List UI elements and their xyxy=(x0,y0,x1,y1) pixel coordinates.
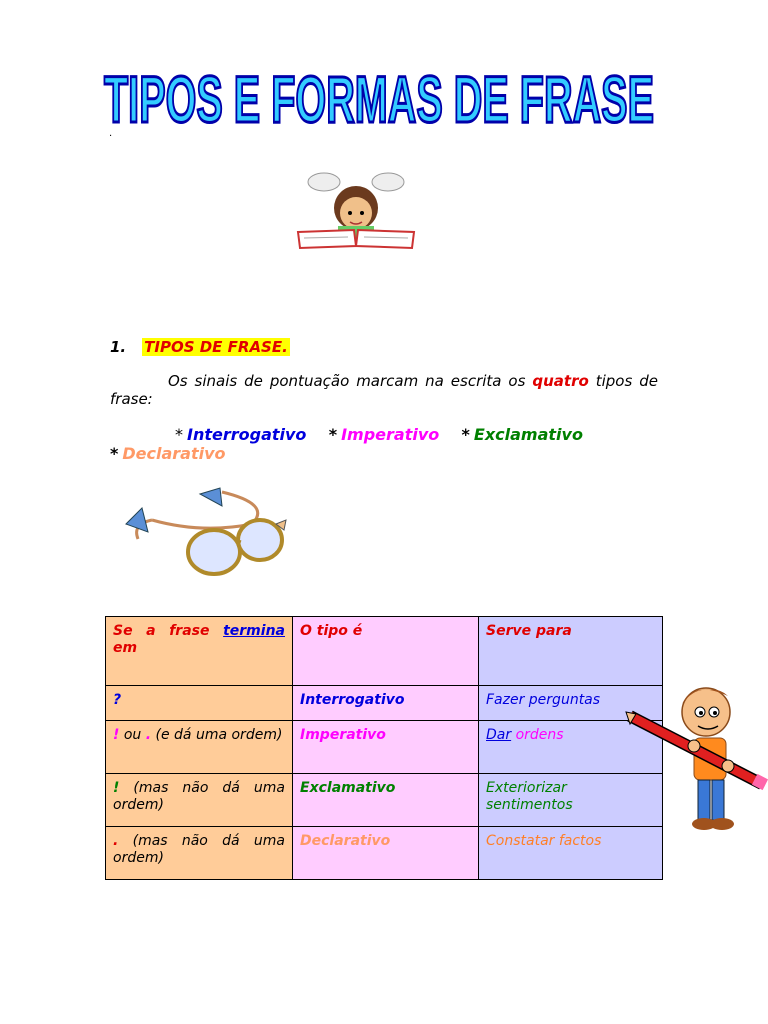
types-line-1 xyxy=(175,425,583,444)
table-row xyxy=(106,827,663,880)
symbol-question: ? xyxy=(113,692,122,708)
header-ending xyxy=(106,617,293,686)
ending-note: (mas não dá uma ordem) xyxy=(113,780,285,813)
page-title: TIPOS E FORMAS DE FRASE xyxy=(104,62,654,136)
header-ending-c: em xyxy=(113,640,138,656)
header-ending-b: termina xyxy=(223,623,285,639)
symbol-exclamation: ! xyxy=(113,727,120,743)
cell-type: Imperativo xyxy=(293,721,479,774)
type-exclamativo: Exclamativo xyxy=(473,425,583,444)
section-number: 1. xyxy=(110,338,127,356)
para-after: tipos de frase: xyxy=(110,372,658,408)
table-row xyxy=(106,774,663,827)
cell-purpose: Exteriorizar sentimentos xyxy=(479,774,663,827)
purpose-object: ordens xyxy=(511,727,564,743)
title-wordart xyxy=(96,52,662,144)
table-row xyxy=(106,721,663,774)
header-type: O tipo é xyxy=(293,617,479,686)
symbol-period: . xyxy=(145,727,152,743)
star-2: * xyxy=(328,425,338,444)
para-emph: quatro xyxy=(532,372,589,390)
cell-ending xyxy=(106,721,293,774)
boy-with-pencil-icon xyxy=(624,682,768,842)
cell-type: Interrogativo xyxy=(293,686,479,721)
girl-reading-icon xyxy=(294,168,418,252)
table-row xyxy=(106,686,663,721)
types-line-2 xyxy=(110,444,226,463)
sentence-types-table xyxy=(105,616,663,880)
ending-note: (mas não dá uma ordem) xyxy=(113,833,285,866)
cell-ending xyxy=(106,827,293,880)
cell-purpose: Fazer perguntas xyxy=(479,686,663,721)
intro-paragraph xyxy=(110,372,658,408)
symbol-exclamation: ! xyxy=(113,780,120,796)
cell-type: Declarativo xyxy=(293,827,479,880)
ending-note: (e dá uma ordem) xyxy=(151,727,283,743)
section-label: TIPOS DE FRASE. xyxy=(144,338,288,356)
type-declarativo: Declarativo xyxy=(122,444,226,463)
star-1: * xyxy=(175,425,183,444)
star-4: * xyxy=(110,444,119,463)
type-interrogativo: Interrogativo xyxy=(187,425,307,444)
stray-dot: . xyxy=(109,128,113,139)
header-ending-a: Se a frase xyxy=(113,623,224,639)
type-imperativo: Imperativo xyxy=(341,425,440,444)
section-heading xyxy=(110,338,290,356)
table-header-row xyxy=(106,617,663,686)
symbol-period: . xyxy=(113,833,119,849)
star-3: * xyxy=(461,425,470,444)
cell-ending xyxy=(106,774,293,827)
glasses-icon xyxy=(122,484,292,584)
title-svg xyxy=(96,52,662,144)
purpose-verb: Dar xyxy=(486,727,512,743)
cell-ending xyxy=(106,686,293,721)
header-purpose: Serve para xyxy=(479,617,663,686)
cell-purpose: Constatar factos xyxy=(479,827,663,880)
cell-type: Exclamativo xyxy=(293,774,479,827)
text-ou: ou xyxy=(119,727,146,743)
para-before: Os sinais de pontuação marcam na escrita os xyxy=(168,372,533,390)
